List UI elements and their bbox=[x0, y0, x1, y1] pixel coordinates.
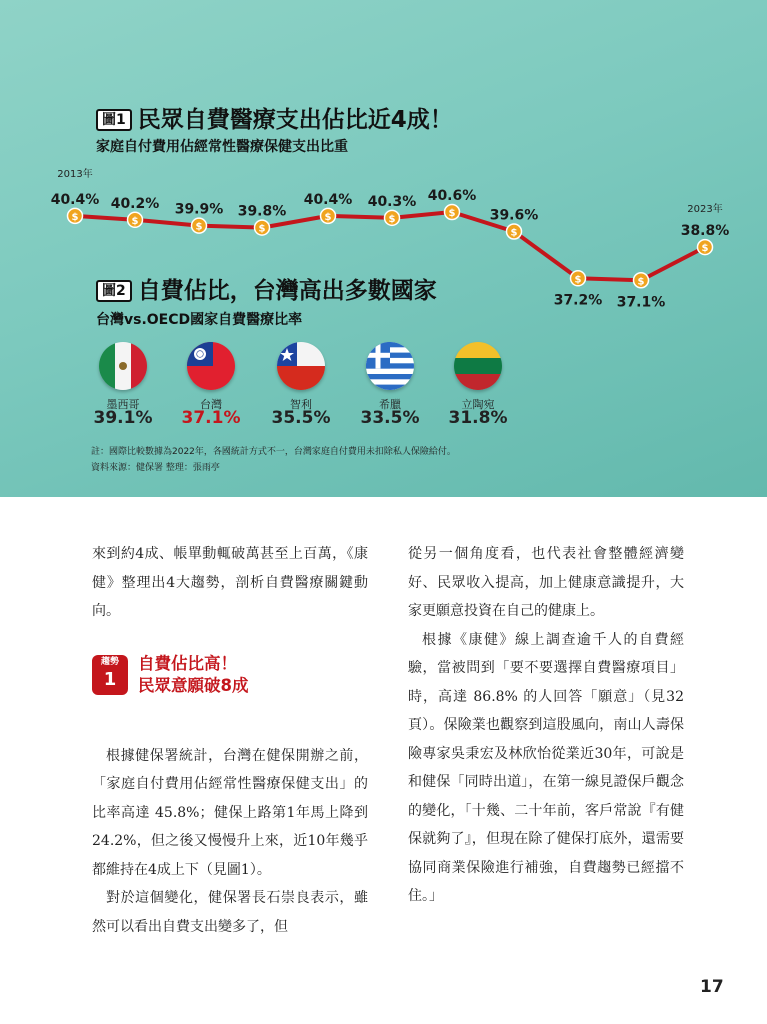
trend-badge-number: 1 bbox=[103, 669, 117, 690]
dollar-marker-icon: $ bbox=[574, 274, 582, 286]
trend-heading-line-2: 民眾意願破8成 bbox=[138, 676, 249, 695]
dollar-marker-icon: $ bbox=[510, 227, 518, 239]
dollar-marker-icon: $ bbox=[637, 276, 645, 288]
figure1-tag: 圖1 bbox=[96, 109, 132, 131]
trend-heading-line-1: 自費佔比高！ bbox=[138, 654, 237, 673]
country-name-greece: 希臘 bbox=[379, 398, 401, 411]
data-label-2022: 37.1% bbox=[616, 294, 666, 310]
trend-badge bbox=[92, 655, 128, 695]
figure1-title-text: 民眾自費醫療支出佔比近4成！ bbox=[137, 107, 453, 133]
dollar-marker-icon: $ bbox=[701, 243, 709, 255]
data-label-2014: 40.2% bbox=[110, 195, 160, 212]
chart-start-year: 2013年 bbox=[57, 169, 93, 180]
country-name-mexico: 墨西哥 bbox=[106, 398, 140, 411]
data-label-2018: 40.3% bbox=[367, 193, 417, 210]
dollar-marker-icon: $ bbox=[324, 211, 332, 223]
greece-flag-icon bbox=[366, 342, 414, 390]
data-label-2017: 40.4% bbox=[303, 191, 353, 208]
col1-intro-paragraph: 來到約4成、帳單動輒破萬甚至上百萬，《康健》整理出4大趨勢，剖析自費醫療關鍵動向。 bbox=[92, 546, 368, 619]
page-number: 17 bbox=[700, 977, 724, 997]
country-value-greece: 33.5% bbox=[360, 408, 420, 428]
data-label-2023: 38.8% bbox=[680, 223, 730, 240]
col2-paragraph-2: 根據《康健》線上調查逾千人的自費經驗，當被問到「要不要選擇自費醫療項目」時，高達 86.8% 的人回答「願意」（見32頁）。保險業也觀察到這股風向，南山人壽保險專家吳秉宏及林欣怡從業近30年，可說是和健保「同時出道」，在第一線見證保戶觀念的變化，「十幾、二十年前，客戶常說『有健保就夠了』，但現在除了健保打底外，還需要協同商業保險進行補強，自費趨勢已經擋不住。」 bbox=[408, 631, 684, 904]
chile-flag-icon bbox=[277, 342, 325, 390]
figure-source: 資料來源：健保署 整理：張雨亭 bbox=[91, 463, 220, 473]
country-name-chile: 智利 bbox=[290, 398, 312, 411]
figure2-title bbox=[96, 272, 437, 305]
country-name-taiwan: 台灣 bbox=[200, 398, 222, 411]
trend-badge-label: 趨勢 bbox=[100, 657, 119, 667]
dollar-marker-icon: $ bbox=[258, 223, 266, 235]
col1-paragraph-3: 對於這個變化，健保署長石崇良表示，雖然可以看出自費支出變多了，但 bbox=[92, 890, 368, 935]
figure2-tag: 圖2 bbox=[96, 280, 132, 302]
dollar-marker-icon: $ bbox=[195, 221, 203, 233]
trend-heading-text bbox=[138, 653, 248, 697]
chart-end-year: 2023年 bbox=[687, 204, 723, 215]
country-value-chile: 35.5% bbox=[271, 408, 331, 428]
country-name-lithuania: 立陶宛 bbox=[461, 398, 495, 411]
country-value-taiwan: 37.1% bbox=[181, 408, 241, 428]
dollar-marker-icon: $ bbox=[388, 213, 396, 225]
data-label-2015: 39.9% bbox=[174, 201, 224, 218]
trend-1-heading bbox=[92, 655, 372, 697]
figure1-title bbox=[96, 101, 453, 134]
figure-note: 註：國際比較數據為2022年，各國統計方式不一，台灣家庭自付費用未扣除私人保險給付。 bbox=[91, 447, 456, 457]
data-label-2021: 37.2% bbox=[553, 292, 603, 309]
figure2-subtitle: 台灣vs.OECD國家自費醫療比率 bbox=[96, 312, 303, 328]
lithuania-flag-icon bbox=[454, 342, 502, 390]
data-label-2016: 39.8% bbox=[237, 203, 287, 220]
data-label-2019: 40.6% bbox=[427, 188, 477, 204]
col1-paragraph-2: 根據健保署統計，台灣在健保開辦之前，「家庭自付費用佔經常性醫療保健支出」的比率高達 45.8%；健保上路第1年馬上降到 24.2%，但之後又慢慢升上來，近10年幾乎都維持在4成上下（見圖1）。 bbox=[92, 747, 368, 878]
mexico-flag-icon bbox=[99, 342, 147, 390]
figure2-title-text: 自費佔比，台灣高出多數國家 bbox=[137, 278, 437, 304]
data-label-2020: 39.6% bbox=[489, 207, 539, 224]
dollar-marker-icon: $ bbox=[71, 211, 79, 223]
article-column-2 bbox=[408, 540, 684, 911]
col2-paragraph-1: 從另一個角度看，也代表社會整體經濟變好、民眾收入提高，加上健康意識提升，大家更願意投資在自己的健康上。 bbox=[408, 546, 684, 619]
article-column-1 bbox=[92, 540, 368, 941]
country-value-mexico: 39.1% bbox=[93, 408, 153, 428]
country-value-lithuania: 31.8% bbox=[448, 408, 508, 428]
dollar-marker-icon: $ bbox=[131, 215, 139, 227]
data-label-2013: 40.4% bbox=[50, 191, 100, 208]
figure1-subtitle: 家庭自付費用佔經常性醫療保健支出比重 bbox=[96, 139, 348, 155]
dollar-marker-icon: $ bbox=[448, 208, 456, 219]
taiwan-flag-icon bbox=[187, 342, 235, 390]
